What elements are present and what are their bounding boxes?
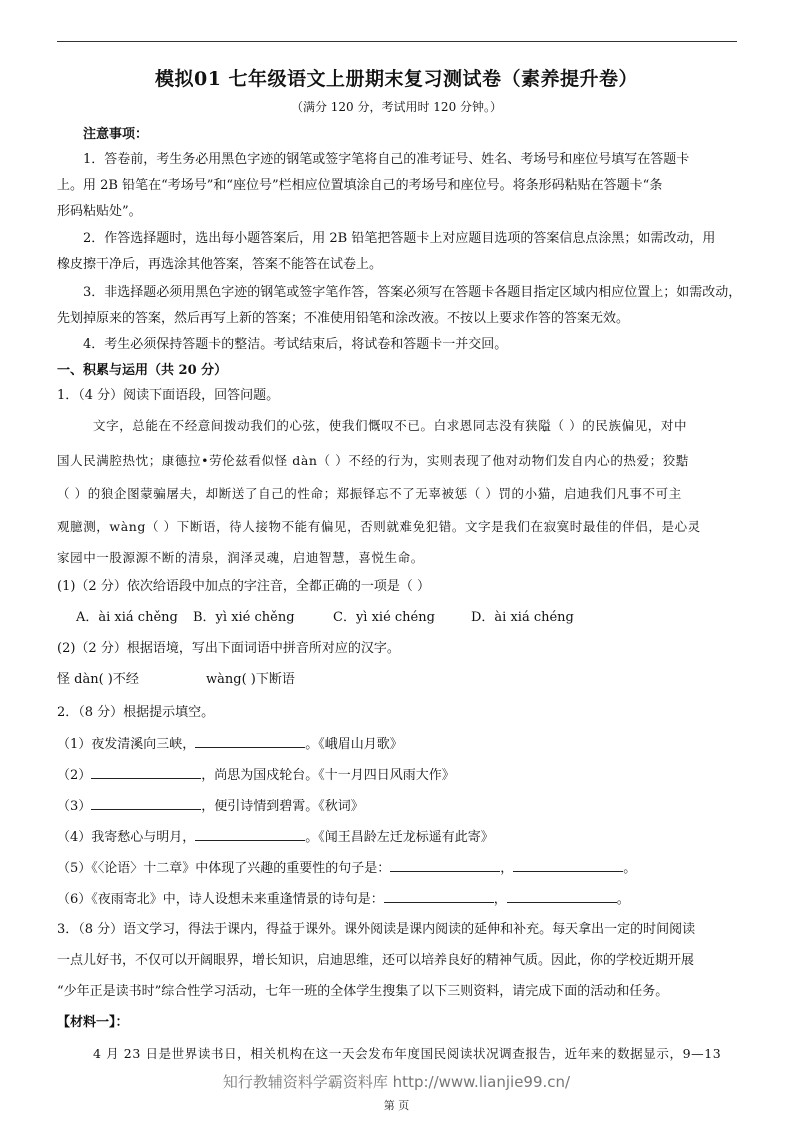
- answer-blank: [91, 764, 201, 779]
- q1-sub-2: (2)（2 分）根据语境，写出下面词语中拼音所对应的汉字。: [57, 641, 400, 656]
- page-number: 第 页: [383, 1099, 410, 1112]
- notice-item-3-line-2: 先划掉原来的答案，然后再写上新的答案；不准使用铅笔和涂改液。不按以上要求作答的答案无效。: [57, 311, 630, 326]
- q1-sub-1: (1)（2 分）依次给语段中加点的字注音，全都正确的一项是（ ）: [57, 579, 430, 594]
- notice-item-1-line-2: 上。用 2B 铅笔在“考场号”和“座位号”栏相应位置填涂自己的考场号和座位号。将条形码粘贴在答题卡“条: [57, 178, 663, 193]
- q1-option-a: A．ài xiá chěng: [76, 610, 178, 625]
- page-subtitle: （满分 120 分，考试用时 120 分钟。）: [290, 100, 503, 114]
- q3-line-2: 一点儿好书，不仅可以开阔眼界，增长知识，启迪思维，还可以培养良好的精神气质。因此，你的学校近期开展: [57, 953, 695, 968]
- q2-item-6: （6）《夜雨寄北》中，诗人设想未来重逢情景的诗句是： ， 。: [57, 888, 630, 911]
- footer-watermark: 知行教辅资料学霸资料库 http://www.lianjie99.cn/: [222, 1073, 571, 1091]
- q1-option-c: C．yì xié chéng: [333, 610, 435, 625]
- q1-fill-b: wàng( )下断语: [206, 672, 295, 687]
- answer-blank: [390, 857, 500, 872]
- notice-item-3-line-1: 3．非选择题必须用黑色字迹的钢笔或签字笔作答，答案必须写在答题卡各题目指定区域内相应位置上；如需改动，: [83, 285, 742, 300]
- material-1-heading: 【材料一】：: [57, 1015, 129, 1030]
- q1-option-b: B．yì xié chěng: [193, 610, 295, 625]
- q2-item-1: （1）夜发清溪向三峡， 。《峨眉山月歌》: [57, 733, 403, 756]
- q2-item-4: （4）我寄愁心与明月， 。《闻王昌龄左迁龙标遥有此寄》: [57, 826, 494, 849]
- dotted-char: 隘: [538, 418, 552, 433]
- notice-item-4: 4．考生必须保持答题卡的整洁。考试结束后，将试卷和答题卡一并交回。: [83, 337, 508, 352]
- notice-heading: 注意事项：: [83, 127, 149, 142]
- section-heading-1: 一、积累与运用（共 20 分）: [57, 363, 228, 378]
- q2-item-2: （2） ，尚思为国戍轮台。《十一月四日风雨大作》: [57, 764, 455, 787]
- q2-stem: 2．（8 分）根据提示填空。: [57, 705, 215, 720]
- page-title: 模拟01 七年级语文上册期末复习测试卷（素养提升卷）: [154, 68, 639, 90]
- dotted-char: 黠: [675, 453, 689, 468]
- answer-blank: [384, 888, 494, 903]
- q2-item-5: （5）《〈论语〉十二章》中体现了兴趣的重要性的句子是： ， 。: [57, 857, 636, 880]
- q1-passage-line-3: （ ）的狼企图蒙骗屠夫，却断送了自己的性命；郑振铎忘不了无辜被惩（ ）罚的小猫，启迪我们凡事不可主: [57, 486, 682, 501]
- q1-option-d: D．ài xiá chéng: [471, 610, 574, 625]
- q1-passage-line-5: 家园中一股源源不断的清泉，润泽灵魂，启迪智慧，喜悦生命。: [57, 550, 424, 565]
- top-rule: [57, 41, 737, 42]
- q1-passage-line-2: 国人民满腔热忱；康德拉•劳伦兹看似怪 dàn（ ）不经的行为，实则表现了他对动物们发自内心的热爱；狡黠: [57, 453, 689, 468]
- notice-item-1-line-1: 1．答卷前，考生务必用黑色字迹的钢笔或签字笔将自己的准考证号、姓名、考场号和座位号填写在答题卡: [83, 152, 690, 167]
- q1-stem: 1．（4 分）阅读下面语段，回答问题。: [57, 388, 280, 403]
- notice-item-2-line-2: 橡皮擦干净后，再选涂其他答案，答案不能答在试卷上。: [57, 257, 383, 272]
- answer-blank: [195, 733, 305, 748]
- notice-item-2-line-1: 2．作答选择题时，选出每小题答案后，用 2B 铅笔把答题卡上对应题目选项的答案信息点涂黑；如需改动，用: [83, 231, 716, 246]
- q2-item-3: （3） ，便引诗情到碧霄。《秋词》: [57, 795, 364, 818]
- q1-fill-a: 怪 dàn( )不经: [57, 672, 139, 687]
- q3-line-1: 3．（8 分）语文学习，得法于课内，得益于课外。课外阅读是课内阅读的延伸和补充。每天拿出一定的时间阅读: [57, 922, 696, 937]
- dotted-char: 惩: [454, 486, 468, 501]
- q1-passage-line-1: 文字，总能在不经意间拨动我们的心弦，使我们慨叹不已。白求恩同志没有狭隘（ ）的民族偏见，对中: [93, 418, 688, 433]
- answer-blank: [195, 826, 305, 841]
- notice-item-1-line-3: 形码粘贴处”。: [57, 204, 142, 219]
- answer-blank: [513, 857, 623, 872]
- answer-blank: [91, 795, 201, 810]
- q1-passage-line-4: 观臆测，wàng（ ）下断语，待人接物不能有偏见，否则就难免犯错。文字是我们在寂寞时最佳的伴侣，是心灵: [57, 519, 701, 534]
- material-1-line-1: 4 月 23 日是世界读书日，相关机构在这一天会发布年度国民阅读状况调查报告，近年来的数据显示，9—13: [93, 1046, 722, 1061]
- q3-line-3: “少年正是读书时”综合性学习活动，七年一班的全体学生搜集了以下三则资料，请完成下面的活动和任务。: [57, 984, 669, 999]
- answer-blank: [507, 888, 617, 903]
